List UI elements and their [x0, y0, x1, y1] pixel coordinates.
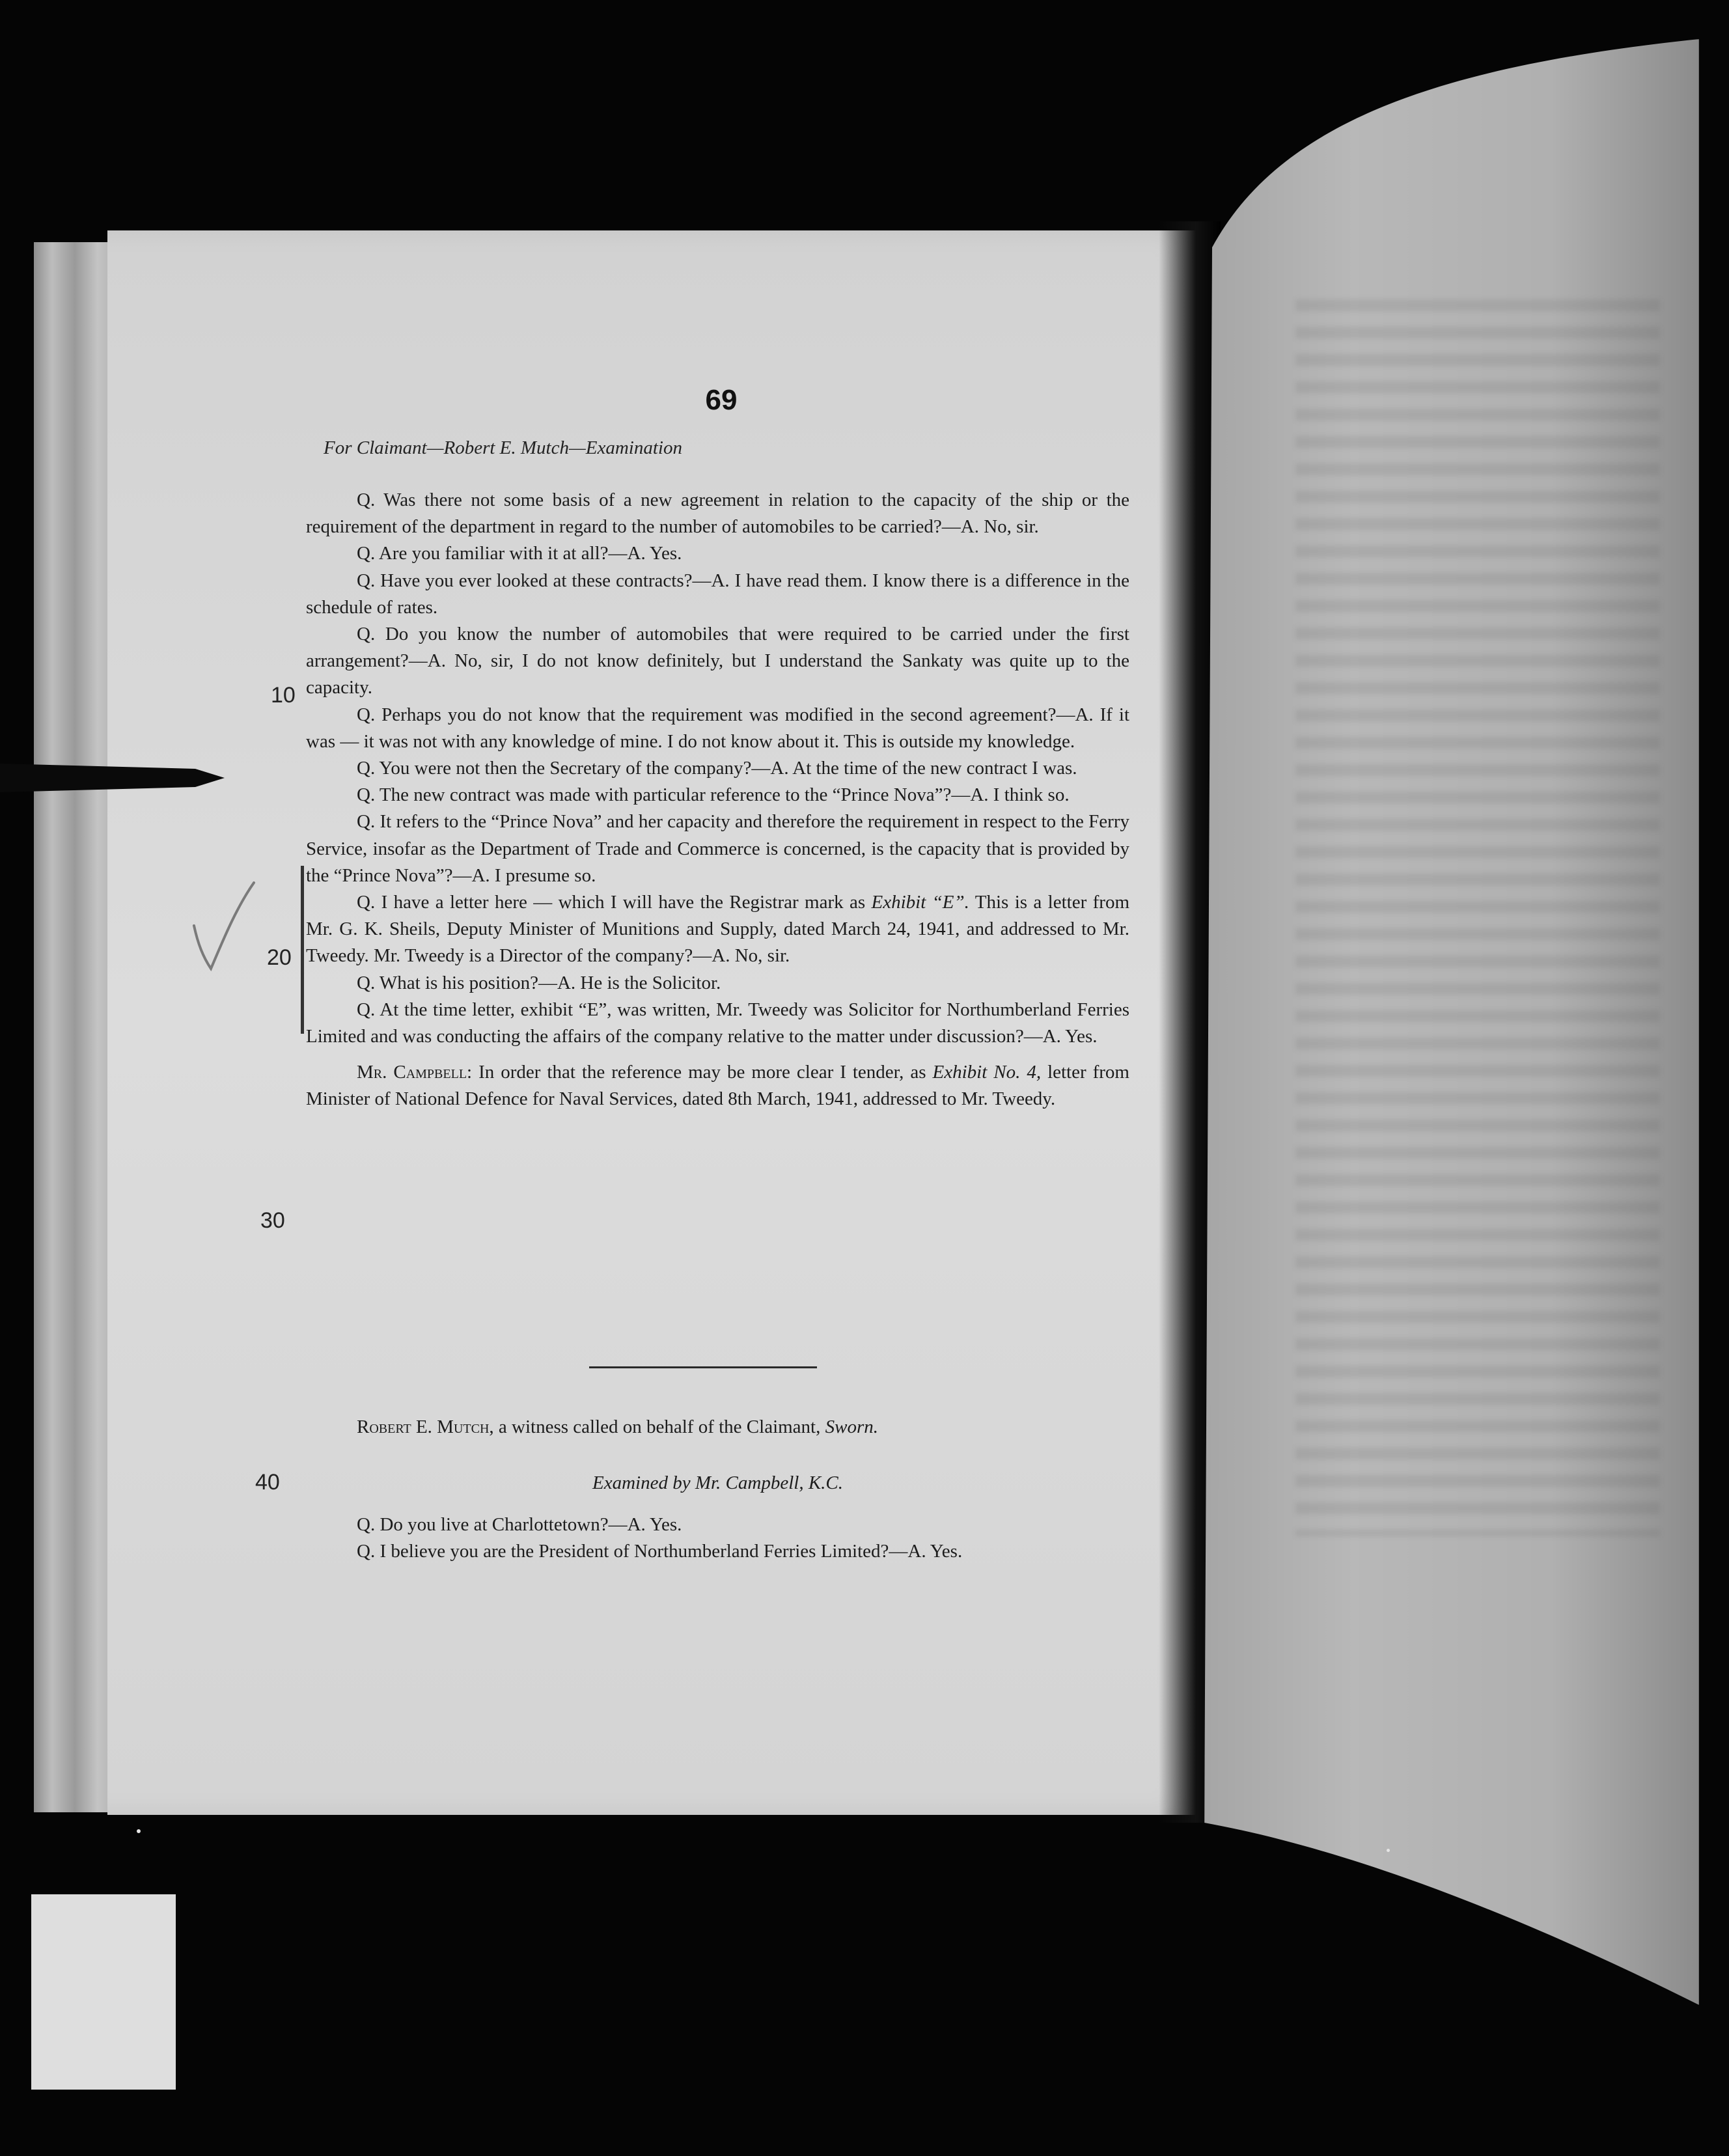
qa-paragraph: Q. Perhaps you do not know that the requirement was modified in the second agreement?—A. If it was — it was not with any knowledge of mine. I do not know about it. This is outside my knowledge. [306, 704, 1129, 752]
witness-heading [306, 1414, 1129, 1441]
qa-paragraph: Q. Are you familiar with it at all?—A. Yes. [357, 543, 682, 564]
section-divider [589, 1366, 817, 1368]
qa-paragraph: Q. I believe you are the President of Northumberland Ferries Limited?—A. Yes. [357, 1541, 963, 1562]
bookmark-tab [0, 758, 228, 797]
qa-text: This is a letter from Mr. G. K. Sheils, Deputy Minister of Munitions and Supply, dated March 24, 1941, and addressed to Mr. Tweedy. Mr. Tweedy is a Director of the company?—A. No, sir. [306, 892, 1130, 967]
qa-paragraph: Q. Was there not some basis of a new agreement in relation to the capacity of the ship or the requirement of the department in regard to the number of automobiles to be carried?—A. No, sir. [306, 490, 1129, 538]
counsel-statement [306, 1059, 1129, 1113]
line-number: 30 [260, 1208, 285, 1233]
page-number: 69 [705, 384, 738, 416]
line-number: 10 [271, 683, 296, 708]
qa-paragraph: Q. Do you know the number of automobiles that were required to be carried under the first arrangement?—A. No, sir, I do not know definitely, but I understand the Sankaty was quite up to the capacity. [306, 624, 1129, 698]
statement-text: : In order that the reference may be more clear I tender, as [467, 1062, 926, 1083]
right-page-bleed-through [1295, 299, 1660, 1536]
running-head: For Claimant—Robert E. Mutch—Examination [324, 437, 682, 458]
qa-paragraph [306, 889, 1129, 970]
qa-paragraph: Q. The new contract was made with particular reference to the “Prince Nova”?—A. I think so. [357, 784, 1070, 806]
testimony-text-continued [306, 1512, 1129, 1565]
qa-paragraph: Q. It refers to the “Prince Nova” and her capacity and therefore the requirement in respect to the Ferry Service, insofar as the Department of Trade and Commerce is concerned, is the capacity that is provided by the “Prince Nova”?—A. I presume so. [306, 811, 1129, 886]
witness-name: Robert E. Mutch [357, 1417, 490, 1437]
qa-paragraph: Q. Have you ever looked at these contracts?—A. I have read them. I know there is a difference in the schedule of rates. [306, 570, 1129, 618]
line-number: 40 [255, 1470, 280, 1495]
testimony-text [306, 487, 1129, 1113]
qa-paragraph: Q. You were not then the Secretary of the company?—A. At the time of the new contract I was. [357, 758, 1077, 779]
dust-speck [1387, 1849, 1390, 1852]
examined-by-line [306, 1470, 1129, 1497]
sworn-label: Sworn. [825, 1417, 879, 1437]
pencil-checkmark-icon [189, 879, 260, 980]
dust-speck [137, 1829, 141, 1833]
examined-by-text: Examined by Mr. Campbell, K.C. [592, 1472, 843, 1493]
margin-pencil-line [301, 866, 304, 1034]
qa-text: Q. I have a letter here — which I will have the Registrar mark as [357, 892, 866, 913]
line-number: 20 [267, 945, 292, 970]
paper-scrap [31, 1894, 176, 2090]
exhibit-reference: Exhibit “E”. [871, 892, 969, 913]
qa-paragraph: Q. Do you live at Charlottetown?—A. Yes. [357, 1514, 682, 1535]
qa-paragraph: Q. What is his position?—A. He is the Solicitor. [357, 972, 721, 993]
exhibit-reference: Exhibit No. 4, [932, 1062, 1042, 1083]
witness-text: , a witness called on behalf of the Claimant, [489, 1417, 821, 1437]
statement-text: letter from Minister of National Defence for Naval Services, dated 8th March, 1941, addressed to Mr. Tweedy. [306, 1062, 1129, 1110]
witness-sworn-line [306, 1414, 1129, 1441]
qa-paragraph: Q. At the time letter, exhibit “E”, was written, Mr. Tweedy was Solicitor for Northumberland Ferries Limited and was conducting the affairs of the company relative to the matter under discussion?—A. Yes. [306, 999, 1129, 1047]
speaker-name: Mr. Campbell [357, 1062, 467, 1083]
